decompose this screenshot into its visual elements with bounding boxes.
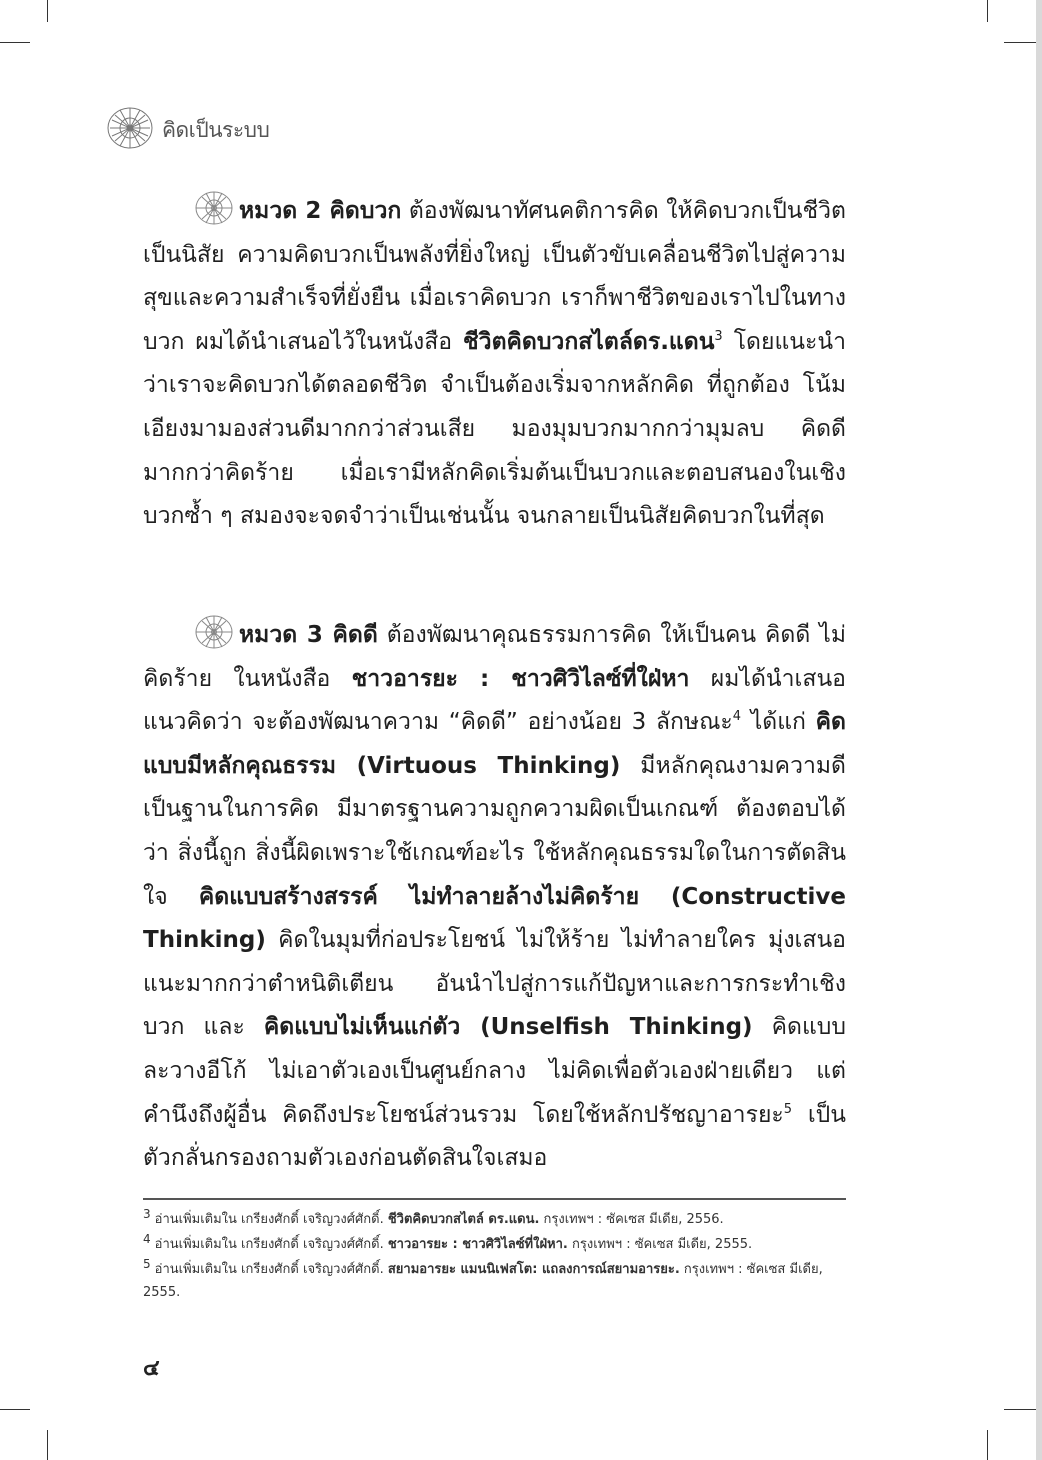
book-title: ชาวอารยะ : ชาวศิวิไลซ์ที่ใฝ่หา xyxy=(351,665,690,692)
footnote-text: อ่านเพิ่มเติมใน เกรียงศักดิ์ เจริญวงศ์ศักดิ์. xyxy=(154,1212,388,1227)
brain-network-icon xyxy=(104,102,156,158)
paragraph-text: ต้องพัฒนาทัศนคติการคิด ให้คิดบวกเป็นชีวิต เป็นนิสัย ความคิดบวกเป็นพลังที่ยิ่งใหญ่ เป็นตัวขับเคลื่อนชีวิตไปสู่ความสุขและความสำเร็จที่ยั่งยืน เมื่อเราคิดบวก เราก็พาชีวิตของเราไปในทางบวก ผมได้นำเสนอไว้ในหนังสือ xyxy=(143,198,846,355)
crop-mark xyxy=(987,0,988,22)
section-heading: หมวด 2 คิดบวก xyxy=(239,198,402,224)
term-unselfish: คิดแบบไม่เห็นแก่ตัว (Unselfish Thinking) xyxy=(263,1014,753,1041)
page-number: ๔ xyxy=(143,1356,160,1381)
footnote-ref: 5 xyxy=(783,1101,793,1117)
footnote-title: ชีวิตคิดบวกสไตล์ ดร.แดน. xyxy=(387,1212,540,1227)
crop-mark xyxy=(987,1430,988,1460)
footnote-text: อ่านเพิ่มเติมใน เกรียงศักดิ์ เจริญวงศ์ศักดิ์. xyxy=(154,1237,388,1252)
footnote-rule xyxy=(143,1198,846,1200)
paragraph-category-3 xyxy=(143,611,846,1181)
crop-mark xyxy=(47,1430,48,1460)
footnotes xyxy=(143,1208,846,1306)
brain-network-icon xyxy=(193,611,235,653)
footnote-ref: 4 xyxy=(732,709,742,725)
footnote-text: กรุงเทพฯ : ซัคเซส มีเดีย, 2555. xyxy=(567,1237,753,1252)
footnote xyxy=(143,1258,846,1304)
section-heading: หมวด 3 คิดดี xyxy=(239,622,378,648)
footnote-number: 5 xyxy=(143,1257,151,1271)
paragraph-text: มีหลักคุณงามความดีเป็นฐานในการคิด มีมาตรฐานความถูกความผิดเป็นเกณฑ์ ต้องตอบได้ว่า สิ่งนี้ถูก สิ่งนี้ผิดเพราะใช้เกณฑ์อะไร ใช้หลักคุณธรรมใดในการตัดสินใจ xyxy=(143,752,846,910)
footnote-text: อ่านเพิ่มเติมใน เกรียงศักดิ์ เจริญวงศ์ศักดิ์. xyxy=(154,1262,388,1277)
term-constructive: คิดแบบสร้างสรรค์ ไม่ทำลายล้างไม่คิดร้าย (Constructive Thinking) xyxy=(143,883,846,954)
term-virtuous: คิดแบบมีหลักคุณธรรม (Virtuous Thinking) xyxy=(143,709,846,779)
running-title: คิดเป็นระบบ xyxy=(162,117,270,142)
footnote-title: สยามอารยะ แมนนิเฟสโต: แถลงการณ์สยามอารยะ. xyxy=(387,1262,680,1277)
running-head xyxy=(104,104,269,156)
paragraph-text: โดยแนะนำว่าเราจะคิดบวกได้ตลอดชีวิต จำเป็นต้องเริ่มจากหลักคิด ที่ถูกต้อง โน้มเอียงมามองส่วนดีมากกว่าส่วนเสีย มองมุมบวกมากกว่ามุมลบ คิดดีมากกว่าคิดร้าย เมื่อเรามีหลักคิดเริ่มต้นเป็นบวกและตอบสนองในเชิงบวกซ้ำ ๆ สมองจะจดจำว่าเป็นเช่นนั้น จนกลายเป็นนิสัยคิดบวกในที่สุด xyxy=(143,328,846,530)
paragraph-text: คิดแบบละวางอีโก้ ไม่เอาตัวเองเป็นศูนย์กลาง ไม่คิดเพื่อตัวเองฝ่ายเดียว แต่คำนึงถึงผู้อื่น คิดถึงประโยชน์ส่วนรวม โดยใช้หลักปรัชญาอารยะ xyxy=(143,1014,846,1128)
footnote-title: ชาวอารยะ : ชาวศิวิไลซ์ที่ใฝ่หา. xyxy=(387,1237,568,1252)
footnote-ref: 3 xyxy=(714,328,723,344)
brain-network-icon xyxy=(193,187,235,229)
book-title: ชีวิตคิดบวกสไตล์ดร.แดน xyxy=(463,328,715,355)
page-edge xyxy=(1036,0,1042,1460)
footnote xyxy=(143,1208,846,1231)
crop-mark xyxy=(47,0,48,22)
footnote-number: 4 xyxy=(143,1232,151,1246)
paragraph-text: เป็นตัวกลั่นกรองถามตัวเองก่อนตัดสินใจเสมอ xyxy=(143,1101,847,1172)
paragraph-text: ได้แก่ xyxy=(741,709,816,736)
footnote xyxy=(143,1233,846,1256)
crop-mark xyxy=(1004,1409,1036,1410)
crop-mark xyxy=(1004,42,1036,43)
footnote-text: กรุงเทพฯ : ซัคเซส มีเดีย, 2556. xyxy=(539,1212,724,1227)
footnote-number: 3 xyxy=(143,1207,151,1221)
crop-mark xyxy=(0,42,30,43)
paragraph-category-2 xyxy=(143,187,846,539)
paragraph-text: คิดในมุมที่ก่อประโยชน์ ไม่ให้ร้าย ไม่ทำลายใคร มุ่งเสนอแนะมากกว่าตำหนิติเตียน อันนำไปสู่การแก้ปัญหาและการกระทำเชิงบวก และ xyxy=(143,927,846,1041)
crop-mark xyxy=(0,1409,30,1410)
paragraph-text: ต้องพัฒนาคุณธรรมการคิด ให้เป็นคน คิดดี ไม่คิดร้าย ในหนังสือ xyxy=(143,622,846,692)
footnote-text: กรุงเทพฯ : ซัคเซส มีเดีย, 2555. xyxy=(143,1262,823,1300)
paragraph-text: ผมได้นำเสนอแนวคิดว่า จะต้องพัฒนาความ “คิดดี” อย่างน้อย 3 ลักษณะ xyxy=(143,665,846,736)
